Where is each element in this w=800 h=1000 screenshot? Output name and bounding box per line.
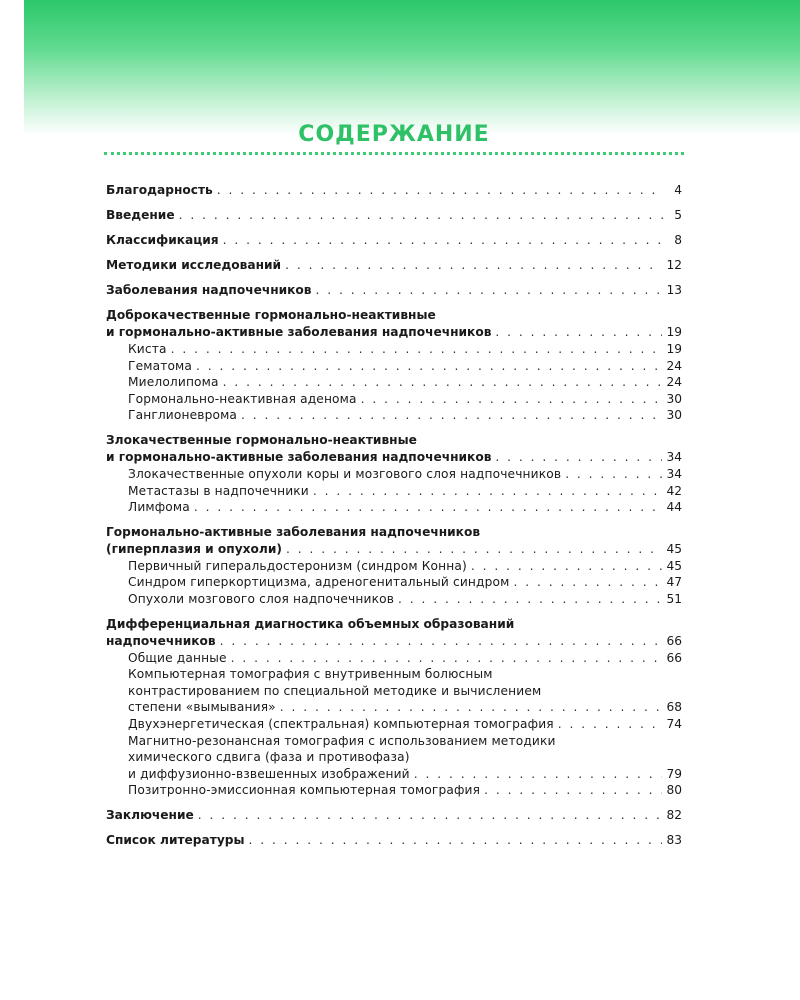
dot-leader xyxy=(220,633,663,650)
toc-page-number: 34 xyxy=(666,449,682,464)
toc-entry-label: Список литературы xyxy=(106,832,245,847)
header-gradient-band xyxy=(24,0,800,135)
dot-leader xyxy=(565,466,662,483)
toc-page-number: 47 xyxy=(666,575,682,590)
toc-entry-label: Злокачественные гормонально-неактивные xyxy=(106,432,417,447)
dot-leader xyxy=(495,324,662,341)
toc-page-number: 51 xyxy=(666,591,682,606)
toc-subentry-label: Гематома xyxy=(128,358,193,373)
toc-page-number: 44 xyxy=(666,500,682,515)
toc-subentry[interactable] xyxy=(106,466,682,483)
dot-leader xyxy=(179,207,664,224)
toc-section-diseases[interactable] xyxy=(106,282,682,299)
dot-leader xyxy=(217,182,664,199)
toc-subentry-label: Злокачественные опухоли коры и мозгового слоя надпочечников xyxy=(128,466,562,481)
toc-page-number: 4 xyxy=(674,183,682,197)
toc-page-number: 34 xyxy=(666,466,682,481)
toc-subentry[interactable] xyxy=(106,782,682,799)
toc-page-number: 24 xyxy=(666,375,682,390)
dot-leader xyxy=(285,257,662,274)
toc-section-hormonal[interactable] xyxy=(106,524,682,608)
toc-section-differential[interactable] xyxy=(106,616,682,799)
toc-entry-label: и гормонально-активные заболевания надпочечников xyxy=(106,449,492,464)
toc-subentry-middle-line[interactable] xyxy=(106,683,682,700)
toc-section-malignant[interactable] xyxy=(106,432,682,516)
toc-subentry[interactable] xyxy=(106,766,682,783)
toc-subentry-label: Киста xyxy=(128,342,167,356)
toc-subentry[interactable] xyxy=(106,591,682,608)
dot-leader xyxy=(223,374,663,391)
toc-page-number: 5 xyxy=(674,208,682,222)
toc-entry-label: Доброкачественные гормонально-неактивные xyxy=(106,308,436,322)
toc-subentry-middle-line[interactable] xyxy=(106,749,682,766)
toc-entry-label: Введение xyxy=(106,208,175,222)
dot-leader xyxy=(241,407,662,424)
toc-subentry-label: Двухэнергетическая (спектральная) компьютерная томография xyxy=(128,716,554,731)
toc-section-references[interactable] xyxy=(106,832,682,849)
toc-entry[interactable] xyxy=(106,449,682,466)
toc-subentry-label: Первичный гиперальдостеронизм (синдром Конна) xyxy=(128,558,467,573)
toc-subentry[interactable] xyxy=(106,391,682,408)
toc-section-intro[interactable] xyxy=(106,207,682,224)
toc-page-number: 19 xyxy=(666,325,682,339)
dot-leader xyxy=(495,449,662,466)
toc-subentry[interactable] xyxy=(106,374,682,391)
dot-leader xyxy=(223,232,664,249)
toc-subentry[interactable] xyxy=(106,558,682,575)
toc-subentry-label: Общие данные xyxy=(128,650,227,665)
toc-subentry-label: Позитронно-эмиссионная компьютерная томография xyxy=(128,783,481,798)
dot-leader xyxy=(249,832,663,849)
dot-leader xyxy=(198,807,663,824)
toc-page-number: 66 xyxy=(666,650,682,665)
title-dotted-divider xyxy=(104,152,684,155)
dot-leader xyxy=(471,558,663,575)
dot-leader xyxy=(414,766,663,783)
toc-page-number: 19 xyxy=(666,342,682,356)
toc-subentry-first-line[interactable] xyxy=(106,666,682,683)
dot-leader xyxy=(313,483,663,500)
toc-entry-label: надпочечников xyxy=(106,633,216,648)
toc-entry[interactable] xyxy=(106,633,682,650)
table-of-contents xyxy=(106,182,682,857)
toc-subentry-label: контрастированием по специальной методике и вычислением xyxy=(128,683,542,698)
dot-leader xyxy=(398,591,662,608)
dot-leader xyxy=(231,650,663,667)
toc-entry-label: Гормонально-активные заболевания надпочечников xyxy=(106,524,481,539)
toc-page-number: 12 xyxy=(666,258,682,272)
toc-page-number: 30 xyxy=(666,391,682,406)
toc-page-number: 83 xyxy=(666,832,682,847)
toc-subentry-label: Миелолипома xyxy=(128,375,219,390)
toc-entry-first-line[interactable] xyxy=(106,307,682,324)
toc-subentry-label: Опухоли мозгового слоя надпочечников xyxy=(128,591,395,606)
toc-subentry-label: Ганглионеврома xyxy=(128,408,238,423)
toc-page-number: 80 xyxy=(666,783,682,798)
toc-entry[interactable] xyxy=(106,324,682,341)
toc-subentry-label: степени «вымывания» xyxy=(128,700,276,715)
toc-subentry[interactable] xyxy=(106,574,682,591)
toc-page-number: 8 xyxy=(674,233,682,247)
toc-entry-label: Заболевания надпочечников xyxy=(106,283,312,297)
dot-leader xyxy=(316,282,663,299)
toc-subentry[interactable] xyxy=(106,341,682,358)
toc-page-number: 79 xyxy=(666,766,682,781)
dot-leader xyxy=(280,699,663,716)
toc-page-number: 24 xyxy=(666,358,682,373)
dot-leader xyxy=(558,716,663,733)
toc-page-number: 82 xyxy=(666,807,682,822)
toc-subentry-first-line[interactable] xyxy=(106,733,682,750)
toc-section-classification[interactable] xyxy=(106,232,682,249)
toc-entry-label: Благодарность xyxy=(106,183,213,197)
toc-entry[interactable] xyxy=(106,282,682,299)
toc-subentry-label: Компьютерная томография с внутривенным болюсным xyxy=(128,667,493,682)
dot-leader xyxy=(286,541,663,558)
toc-section-methods[interactable] xyxy=(106,257,682,274)
toc-entry-label: Заключение xyxy=(106,807,194,822)
toc-subentry-label: химического сдвига (фаза и противофаза) xyxy=(128,750,410,765)
dot-leader xyxy=(361,391,663,408)
dot-leader xyxy=(196,358,662,375)
toc-page-number: 68 xyxy=(666,700,682,715)
toc-subentry[interactable] xyxy=(106,407,682,424)
dot-leader xyxy=(513,574,662,591)
toc-subentry-label: Гормонально-неактивная аденома xyxy=(128,391,357,406)
toc-entry[interactable] xyxy=(106,182,682,199)
toc-entry-first-line[interactable] xyxy=(106,524,682,541)
toc-entry-label: и гормонально-активные заболевания надпочечников xyxy=(106,325,492,339)
toc-entry[interactable] xyxy=(106,832,682,849)
toc-subentry-label: Метастазы в надпочечники xyxy=(128,483,309,498)
toc-subentry[interactable] xyxy=(106,499,682,516)
toc-page-number: 66 xyxy=(666,633,682,648)
toc-page-number: 30 xyxy=(666,408,682,423)
toc-subentry-label: и диффузионно-взвешенных изображений xyxy=(128,766,410,781)
toc-section-conclusion[interactable] xyxy=(106,807,682,824)
toc-subentry[interactable] xyxy=(106,650,682,667)
toc-subentry[interactable] xyxy=(106,699,682,716)
toc-entry[interactable] xyxy=(106,541,682,558)
toc-entry[interactable] xyxy=(106,232,682,249)
toc-subentry[interactable] xyxy=(106,483,682,500)
toc-entry[interactable] xyxy=(106,207,682,224)
toc-entry[interactable] xyxy=(106,807,682,824)
toc-page-number: 74 xyxy=(666,716,682,731)
dot-leader xyxy=(194,499,663,516)
toc-page-number: 45 xyxy=(666,541,682,556)
toc-page-number: 13 xyxy=(666,283,682,297)
toc-entry-first-line[interactable] xyxy=(106,616,682,633)
dot-leader xyxy=(484,782,662,799)
toc-page-number: 42 xyxy=(666,483,682,498)
toc-section-acknowledgment[interactable] xyxy=(106,182,682,199)
toc-entry-label: Дифференциальная диагностика объемных образований xyxy=(106,616,515,631)
toc-section-benign[interactable] xyxy=(106,307,682,424)
toc-subentry-label: Магнитно-резонансная томография с использованием методики xyxy=(128,733,556,748)
toc-subentry-label: Синдром гиперкортицизма, адреногенитальный синдром xyxy=(128,575,510,590)
page-title: СОДЕРЖАНИЕ xyxy=(298,122,490,147)
toc-entry[interactable] xyxy=(106,257,682,274)
toc-entry-label: Методики исследований xyxy=(106,258,282,272)
toc-subentry[interactable] xyxy=(106,358,682,375)
toc-entry-first-line[interactable] xyxy=(106,432,682,449)
toc-subentry[interactable] xyxy=(106,716,682,733)
toc-entry-label: Классификация xyxy=(106,233,219,247)
toc-page-number: 45 xyxy=(666,558,682,573)
toc-subentry-label: Лимфома xyxy=(128,500,190,515)
dot-leader xyxy=(171,341,663,358)
toc-entry-label: (гиперплазия и опухоли) xyxy=(106,541,282,556)
